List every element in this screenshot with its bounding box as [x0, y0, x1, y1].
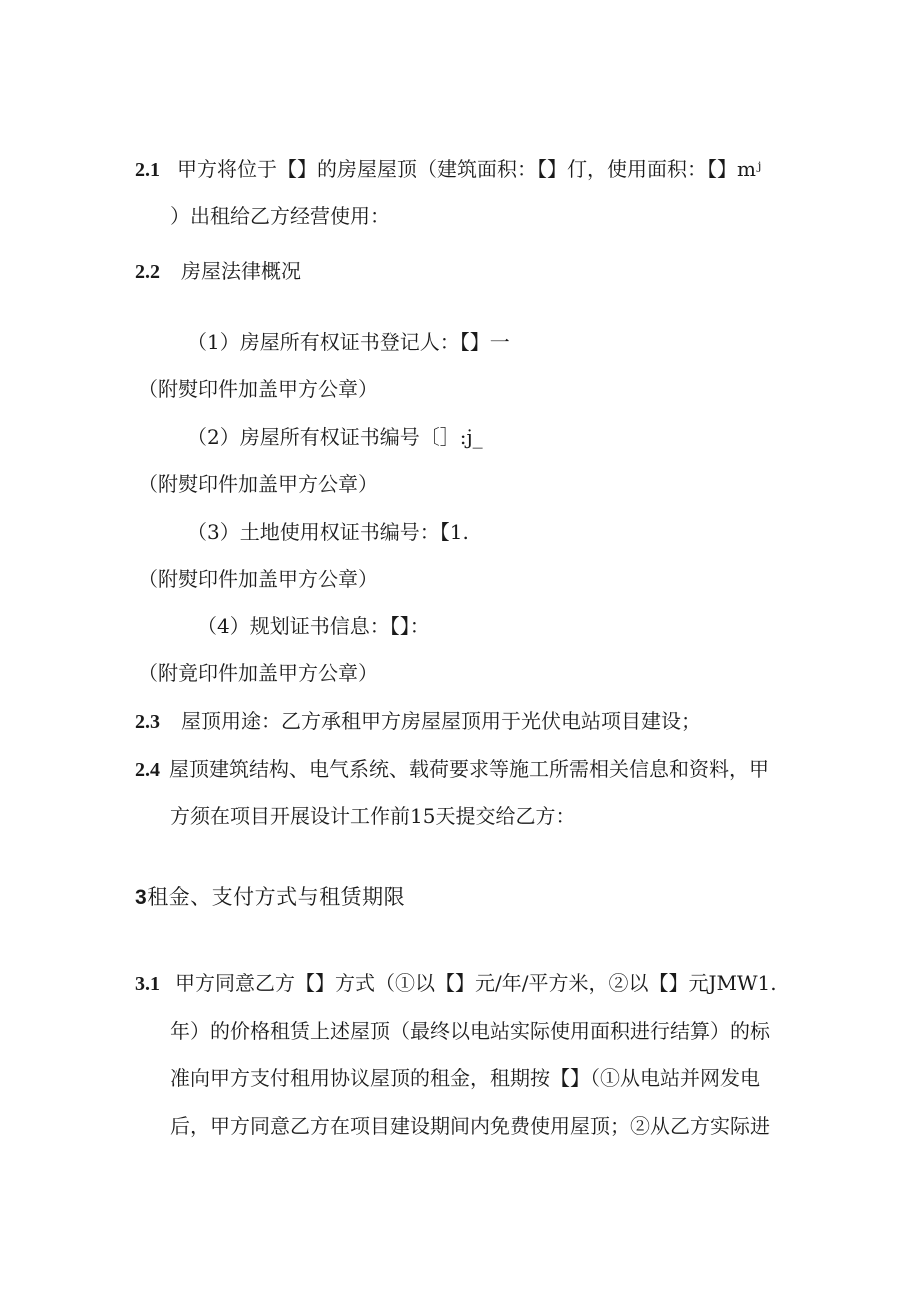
clause-text: 后，甲方同意乙方在项目建设期间内免费使用屋顶；②从乙方实际进 [170, 1114, 770, 1138]
clause-number: 2.4 [135, 759, 160, 781]
clause-text: 甲方同意乙方【】方式（①以【】元/年/平方米，②以【】元JMW1. [175, 971, 777, 995]
clause-text: ）出租给乙方经营使用： [170, 204, 390, 228]
clause-number: 3.1 [135, 973, 160, 995]
clause-2-4-line-1 [135, 755, 769, 784]
clause-text: 屋顶用途：乙方承租甲方房屋屋顶用于光伏电站项目建设； [181, 709, 701, 733]
clause-2-3 [135, 707, 701, 736]
clause-title: 房屋法律概况 [181, 259, 301, 283]
clause-number: 2.2 [135, 261, 160, 283]
clause-3-1-line-1 [135, 969, 777, 998]
legal-item-4: （4）规划证书信息：【】： [197, 614, 430, 638]
section-title: 租金、支付方式与租赁期限 [147, 885, 406, 909]
legal-item-4-note: （附竟印件加盖甲方公章） [138, 661, 378, 685]
clause-text: 方须在项目开展设计工作前15天提交给乙方： [170, 804, 576, 828]
legal-item-3-note: （附熨印件加盖甲方公章） [138, 567, 378, 591]
legal-item-2-note: （附熨印件加盖甲方公章） [138, 472, 378, 496]
legal-item-3: （3）土地使用权证书编号：【1. [187, 520, 469, 544]
clause-text: 准向甲方支付租用协议屋顶的租金，租期按【】（①从电站并网发电 [170, 1066, 760, 1090]
legal-item-1-note: （附熨印件加盖甲方公章） [138, 377, 378, 401]
clause-3-1-line-4 [170, 1112, 770, 1140]
clause-2-4-line-2 [170, 802, 575, 830]
clause-text: 甲方将位于【】的房屋屋顶（建筑面积：【】仃，使用面积：【】mʲ [177, 157, 762, 181]
clause-3-1-line-3 [170, 1064, 760, 1092]
clause-text: 年）的价格租赁上述屋顶（最终以电站实际使用面积进行结算）的标 [170, 1019, 770, 1043]
section-number: 3 [135, 886, 148, 909]
legal-item-1: （1）房屋所有权证书登记人：【】一 [187, 330, 510, 354]
clause-3-1-line-2 [170, 1017, 770, 1045]
clause-number: 2.3 [135, 711, 160, 733]
legal-item-2: （2）房屋所有权证书编号〔］:j_ [187, 425, 483, 449]
clause-number: 2.1 [135, 159, 160, 181]
clause-text: 屋顶建筑结构、电气系统、载荷要求等施工所需相关信息和资料，甲 [169, 757, 769, 781]
clause-2-1-line-2 [170, 202, 390, 230]
clause-2-1-line-1 [135, 155, 761, 184]
section-3-heading [135, 883, 405, 912]
clause-2-2-heading [135, 257, 301, 286]
